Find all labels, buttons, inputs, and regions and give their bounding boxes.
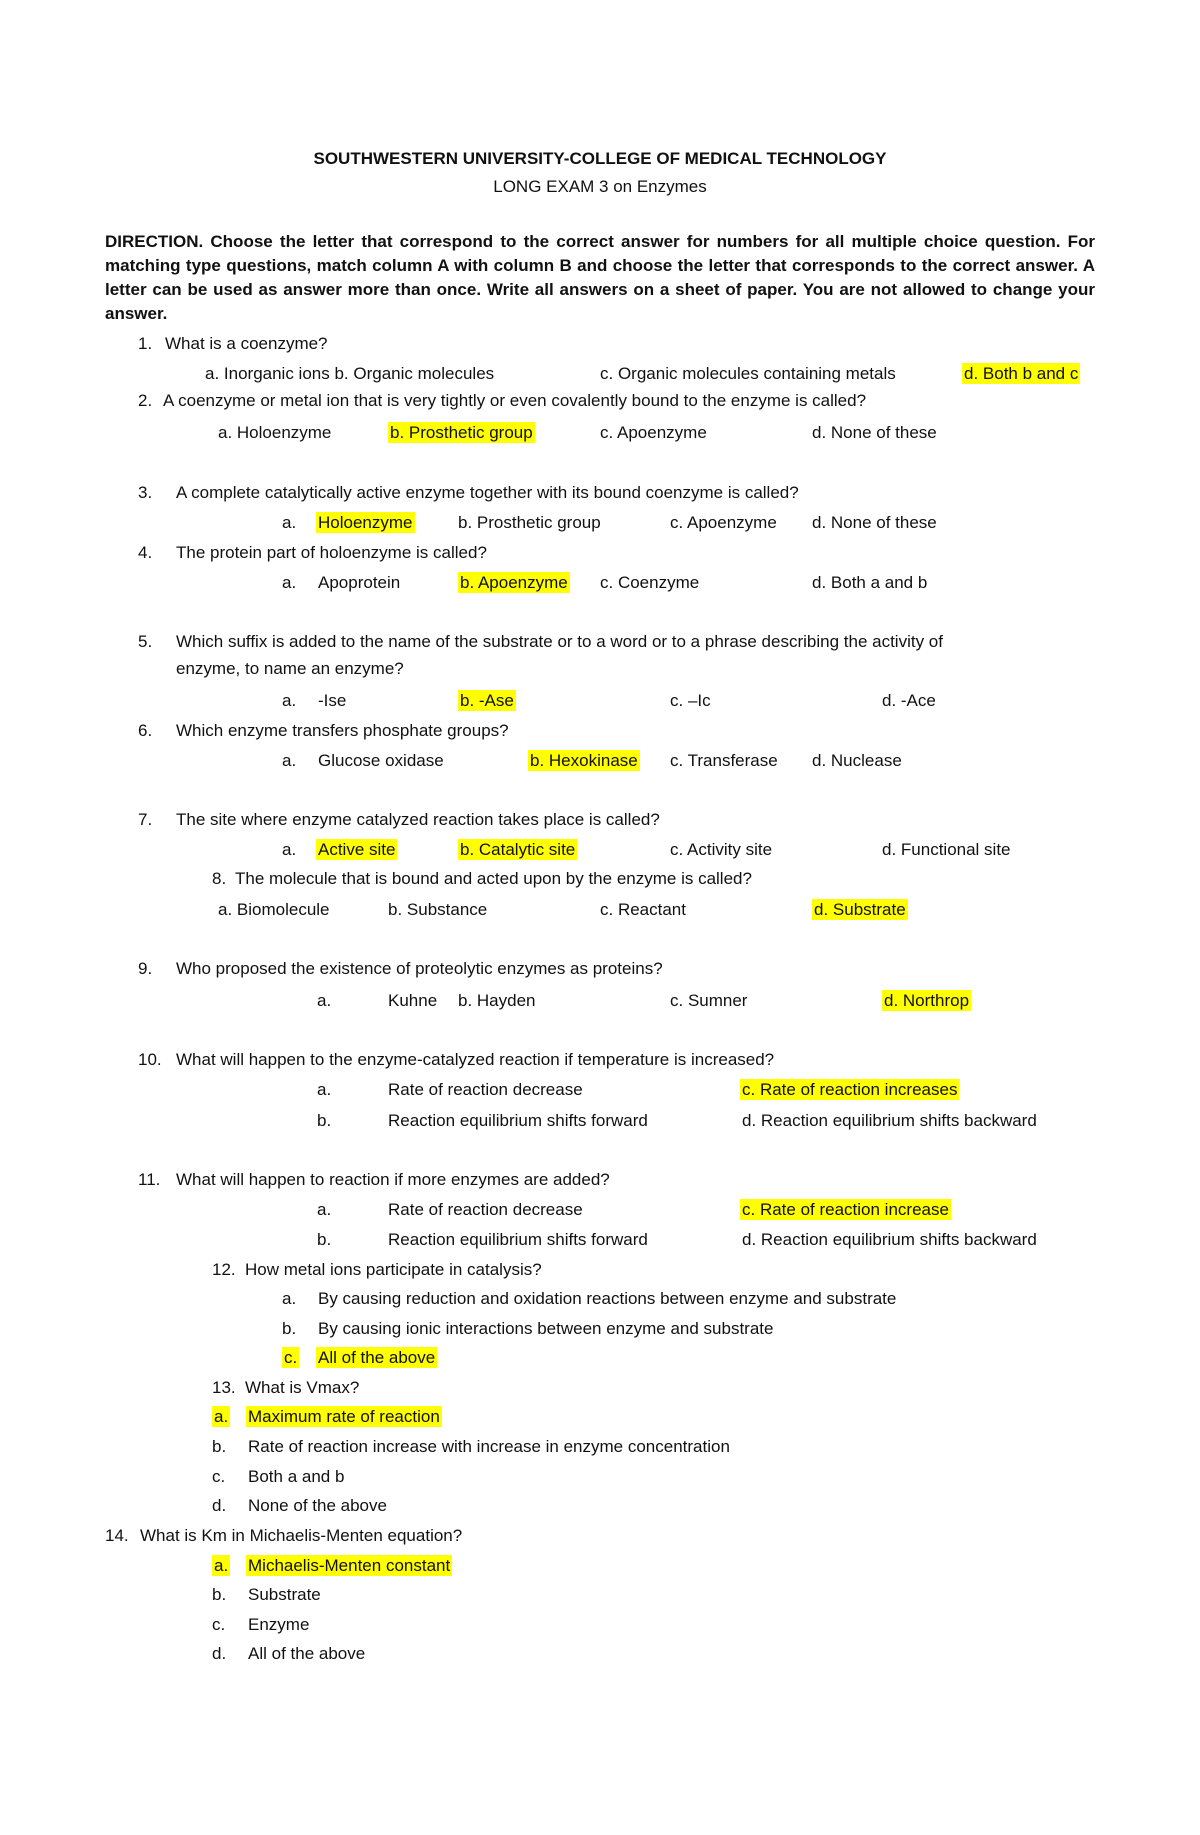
question-4-letter-a: a. — [282, 573, 297, 592]
question-10-option-d: d. Reaction equilibrium shifts backward — [742, 1111, 1037, 1130]
question-11-option-b: Reaction equilibrium shifts forward — [388, 1230, 648, 1249]
question-14-option-a-highlighted: Michaelis-Menten constant — [248, 1556, 451, 1575]
question-2-option-a: a. Holoenzyme — [218, 423, 332, 442]
question-12-letter-a: a. — [282, 1289, 297, 1308]
question-12-letter-b: b. — [282, 1319, 297, 1338]
question-13-option-c: Both a and b — [248, 1467, 345, 1486]
question-14-letter-c: c. — [212, 1615, 226, 1634]
question-11-number: 11. — [138, 1170, 161, 1189]
question-13-option-d: None of the above — [248, 1496, 387, 1515]
question-9-option-b: b. Hayden — [458, 991, 536, 1010]
question-4-text: The protein part of holoenzyme is called? — [176, 543, 487, 562]
question-13-option-a-highlighted: Maximum rate of reaction — [248, 1407, 440, 1426]
question-7-option-d: d. Functional site — [882, 840, 1011, 859]
question-9-option-d-highlighted: d. Northrop — [884, 991, 970, 1010]
question-12-text: How metal ions participate in catalysis? — [245, 1260, 542, 1279]
question-13-letter-c: c. — [212, 1467, 226, 1486]
question-7-option-c: c. Activity site — [670, 840, 773, 859]
question-8-text: The molecule that is bound and acted upon by the enzyme is called? — [235, 869, 752, 888]
question-4-option-a: Apoprotein — [318, 573, 401, 592]
question-8-option-c: c. Reactant — [600, 900, 686, 919]
question-14-option-b: Substrate — [248, 1585, 321, 1604]
question-3-option-a-highlighted: Holoenzyme — [318, 513, 413, 532]
question-6-option-c: c. Transferase — [670, 751, 778, 770]
question-10-option-b: Reaction equilibrium shifts forward — [388, 1111, 648, 1130]
question-14-number: 14. — [105, 1526, 129, 1545]
question-13-text: What is Vmax? — [245, 1378, 360, 1397]
question-5-option-a: -Ise — [318, 691, 347, 710]
question-2-option-b-highlighted: b. Prosthetic group — [390, 423, 533, 442]
question-3-option-c: c. Apoenzyme — [670, 513, 777, 532]
question-14-letter-a-highlighted: a. — [214, 1556, 229, 1575]
question-7-letter-a: a. — [282, 840, 297, 859]
question-5-text-line-1: Which suffix is added to the name of the substrate or to a word or to a phrase describing the activity of — [176, 632, 943, 651]
question-14-option-d: All of the above — [248, 1644, 366, 1663]
question-10-option-a: Rate of reaction decrease — [388, 1080, 583, 1099]
question-5-letter-a: a. — [282, 691, 297, 710]
question-12-option-c-highlighted: All of the above — [318, 1348, 436, 1367]
question-4-number: 4. — [138, 543, 153, 562]
question-6-option-d: d. Nuclease — [812, 751, 902, 770]
question-9-option-a: Kuhne — [388, 991, 438, 1010]
question-7-option-a-highlighted: Active site — [318, 840, 396, 859]
question-13-letter-b: b. — [212, 1437, 227, 1456]
question-8-number: 8. — [212, 869, 227, 888]
question-11-option-c-highlighted: c. Rate of reaction increase — [742, 1200, 949, 1219]
question-11-letter-b: b. — [317, 1230, 332, 1249]
question-6-letter-a: a. — [282, 751, 297, 770]
question-7-option-b-highlighted: b. Catalytic site — [460, 840, 576, 859]
question-12-option-a: By causing reduction and oxidation reactions between enzyme and substrate — [318, 1289, 897, 1308]
question-10-option-c-highlighted: c. Rate of reaction increases — [742, 1080, 958, 1099]
question-7-text: The site where enzyme catalyzed reaction takes place is called? — [176, 810, 660, 829]
question-6-number: 6. — [138, 721, 153, 740]
question-2-option-c: c. Apoenzyme — [600, 423, 707, 442]
question-13-letter-a-highlighted: a. — [214, 1407, 229, 1426]
question-8-option-d-highlighted: d. Substrate — [814, 900, 906, 919]
question-5-option-b-highlighted: b. -Ase — [460, 691, 514, 710]
question-8-option-a: a. Biomolecule — [218, 900, 330, 919]
question-3-number: 3. — [138, 483, 153, 502]
question-14-option-c: Enzyme — [248, 1615, 310, 1634]
question-1-option-c: c. Organic molecules containing metals — [600, 364, 896, 383]
question-13-option-b: Rate of reaction increase with increase in enzyme concentration — [248, 1437, 730, 1456]
question-5-option-d: d. -Ace — [882, 691, 936, 710]
university-title: SOUTHWESTERN UNIVERSITY-COLLEGE OF MEDICAL TECHNOLOGY — [313, 149, 887, 168]
direction-paragraph: DIRECTION. Choose the letter that correspond to the correct answer for numbers for all multiple choice question. For matching type questions, match column A with column B and choose the letter that corresponds to the correct answer. A letter can be used as answer more than once. Write all answers on a sheet of paper. You are not allowed to change your answer. — [105, 232, 1095, 323]
question-12-option-b: By causing ionic interactions between enzyme and substrate — [318, 1319, 774, 1338]
question-4-option-d: d. Both a and b — [812, 573, 928, 592]
question-11-option-a: Rate of reaction decrease — [388, 1200, 583, 1219]
exam-title: LONG EXAM 3 on Enzymes — [493, 177, 707, 196]
question-9-option-c: c. Sumner — [670, 991, 748, 1010]
question-9-text: Who proposed the existence of proteolytic enzymes as proteins? — [176, 959, 663, 978]
question-2-option-d: d. None of these — [812, 423, 937, 442]
question-13-letter-d: d. — [212, 1496, 227, 1515]
question-10-letter-b: b. — [317, 1111, 332, 1130]
question-3-text: A complete catalytically active enzyme together with its bound coenzyme is called? — [176, 483, 799, 502]
question-14-letter-d: d. — [212, 1644, 227, 1663]
question-1-text: What is a coenzyme? — [165, 334, 328, 353]
question-1-option-d-highlighted: d. Both b and c — [964, 364, 1079, 383]
question-14-letter-b: b. — [212, 1585, 227, 1604]
question-2-text: A coenzyme or metal ion that is very tightly or even covalently bound to the enzyme is called? — [163, 391, 867, 410]
question-14-text: What is Km in Michaelis-Menten equation? — [140, 1526, 463, 1545]
question-6-text: Which enzyme transfers phosphate groups? — [176, 721, 509, 740]
question-10-letter-a: a. — [317, 1080, 332, 1099]
question-2-number: 2. — [138, 391, 153, 410]
question-9-letter-a: a. — [317, 991, 332, 1010]
question-6-option-b-highlighted: b. Hexokinase — [530, 751, 638, 770]
question-8-option-b: b. Substance — [388, 900, 488, 919]
question-3-letter-a: a. — [282, 513, 297, 532]
question-5-option-c: c. –Ic — [670, 691, 711, 710]
question-12-number: 12. — [212, 1260, 236, 1279]
question-11-option-d: d. Reaction equilibrium shifts backward — [742, 1230, 1037, 1249]
question-4-option-b-highlighted: b. Apoenzyme — [460, 573, 568, 592]
question-12-letter-c-highlighted: c. — [284, 1348, 298, 1367]
question-6-option-a: Glucose oxidase — [318, 751, 444, 770]
question-11-letter-a: a. — [317, 1200, 332, 1219]
question-3-option-d: d. None of these — [812, 513, 937, 532]
question-10-number: 10. — [138, 1050, 162, 1069]
question-3-option-b: b. Prosthetic group — [458, 513, 601, 532]
question-1-option-ab: a. Inorganic ions b. Organic molecules — [205, 364, 495, 383]
question-13-number: 13. — [212, 1378, 236, 1397]
question-4-option-c: c. Coenzyme — [600, 573, 700, 592]
question-5-number: 5. — [138, 632, 153, 651]
question-9-number: 9. — [138, 959, 153, 978]
question-1-number: 1. — [138, 334, 153, 353]
question-10-text: What will happen to the enzyme-catalyzed reaction if temperature is increased? — [176, 1050, 775, 1069]
question-7-number: 7. — [138, 810, 153, 829]
question-5-text-line-2: enzyme, to name an enzyme? — [176, 659, 404, 678]
question-11-text: What will happen to reaction if more enzymes are added? — [176, 1170, 610, 1189]
